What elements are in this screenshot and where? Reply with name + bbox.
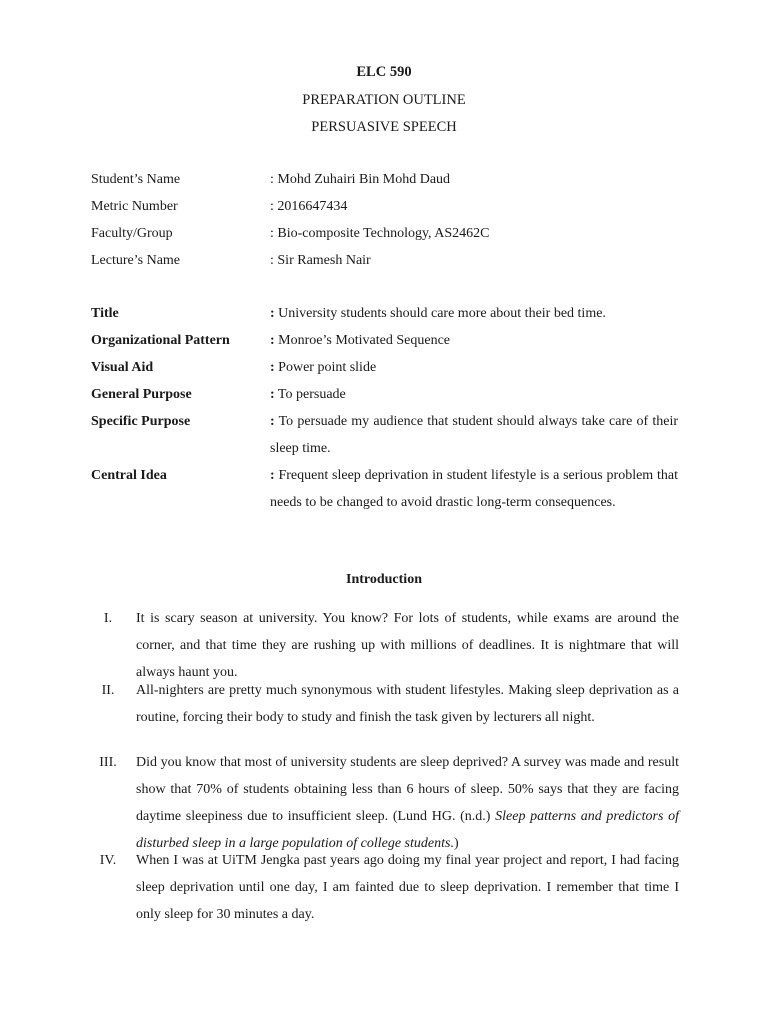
colon: : xyxy=(270,468,275,483)
speech-value: : Monroe’s Motivated Sequence xyxy=(270,333,451,348)
speech-value: : Power point slide xyxy=(270,360,377,375)
item-number: II. xyxy=(101,683,115,698)
citation-title: Sleep patterns and predictors of disturbed sleep in a large population of college students. xyxy=(136,809,679,851)
speech-value: : Frequent sleep deprivation in student lifestyle is a serious problem that needs to be changed to avoid drastic long-term consequences. xyxy=(270,468,678,510)
info-label: Faculty/Group xyxy=(91,226,173,241)
item-number: I. xyxy=(103,611,113,626)
speech-label: Visual Aid xyxy=(91,360,154,375)
item-text: When I was at UiTM Jengka past years ago doing my final year project and report, I had facing sleep deprivation until one day, I am fainted due to sleep deprivation. I remember that time I only sleep for 30 minutes a day. xyxy=(136,853,679,922)
info-value: : Mohd Zuhairi Bin Mohd Daud xyxy=(270,172,451,187)
course-code: ELC 590 xyxy=(356,64,412,80)
section-heading-introduction: Introduction xyxy=(346,572,422,587)
info-label: Metric Number xyxy=(91,199,178,214)
speech-value: : To persuade my audience that student should always take care of their sleep time. xyxy=(270,414,678,456)
speech-label: Specific Purpose xyxy=(91,414,191,429)
item-text: Did you know that most of university students are sleep deprived? A survey was made and result show that 70% of students obtaining less than 6 hours of sleep. 50% says that they are facing daytime sleepiness due to insufficient sleep. (Lund HG. (n.d.) Sleep patterns and predictors of disturbed sleep in a large population of college students.) xyxy=(136,755,679,851)
info-value: : Bio-composite Technology, AS2462C xyxy=(270,226,490,241)
speech-type: PERSUASIVE SPEECH xyxy=(311,119,457,135)
item-text: It is scary season at university. You know? For lots of students, while exams are around the corner, and that time they are rushing up with millions of deadlines. It is nightmare that will always haunt you. xyxy=(136,611,679,680)
colon: : xyxy=(270,306,275,321)
speech-label: Organizational Pattern xyxy=(91,333,230,348)
info-value: : 2016647434 xyxy=(270,199,348,214)
item-number: IV. xyxy=(99,853,117,868)
info-value: : Sir Ramesh Nair xyxy=(270,253,371,268)
colon: : xyxy=(270,387,275,402)
colon: : xyxy=(270,360,275,375)
colon: : xyxy=(270,414,275,429)
speech-label: General Purpose xyxy=(91,387,192,402)
speech-label: Central Idea xyxy=(91,468,167,483)
item-text: All-nighters are pretty much synonymous with student lifestyles. Making sleep deprivation as a routine, forcing their body to study and finish the task given by lecturers all night. xyxy=(136,683,679,725)
outline-title: PREPARATION OUTLINE xyxy=(302,92,466,108)
speech-value: : To persuade xyxy=(270,387,346,402)
item-number: III. xyxy=(99,755,117,770)
speech-value: : University students should care more about their bed time. xyxy=(270,306,606,321)
info-label: Student’s Name xyxy=(91,172,181,187)
info-label: Lecture’s Name xyxy=(91,253,181,268)
speech-label: Title xyxy=(91,306,119,321)
colon: : xyxy=(270,333,275,348)
